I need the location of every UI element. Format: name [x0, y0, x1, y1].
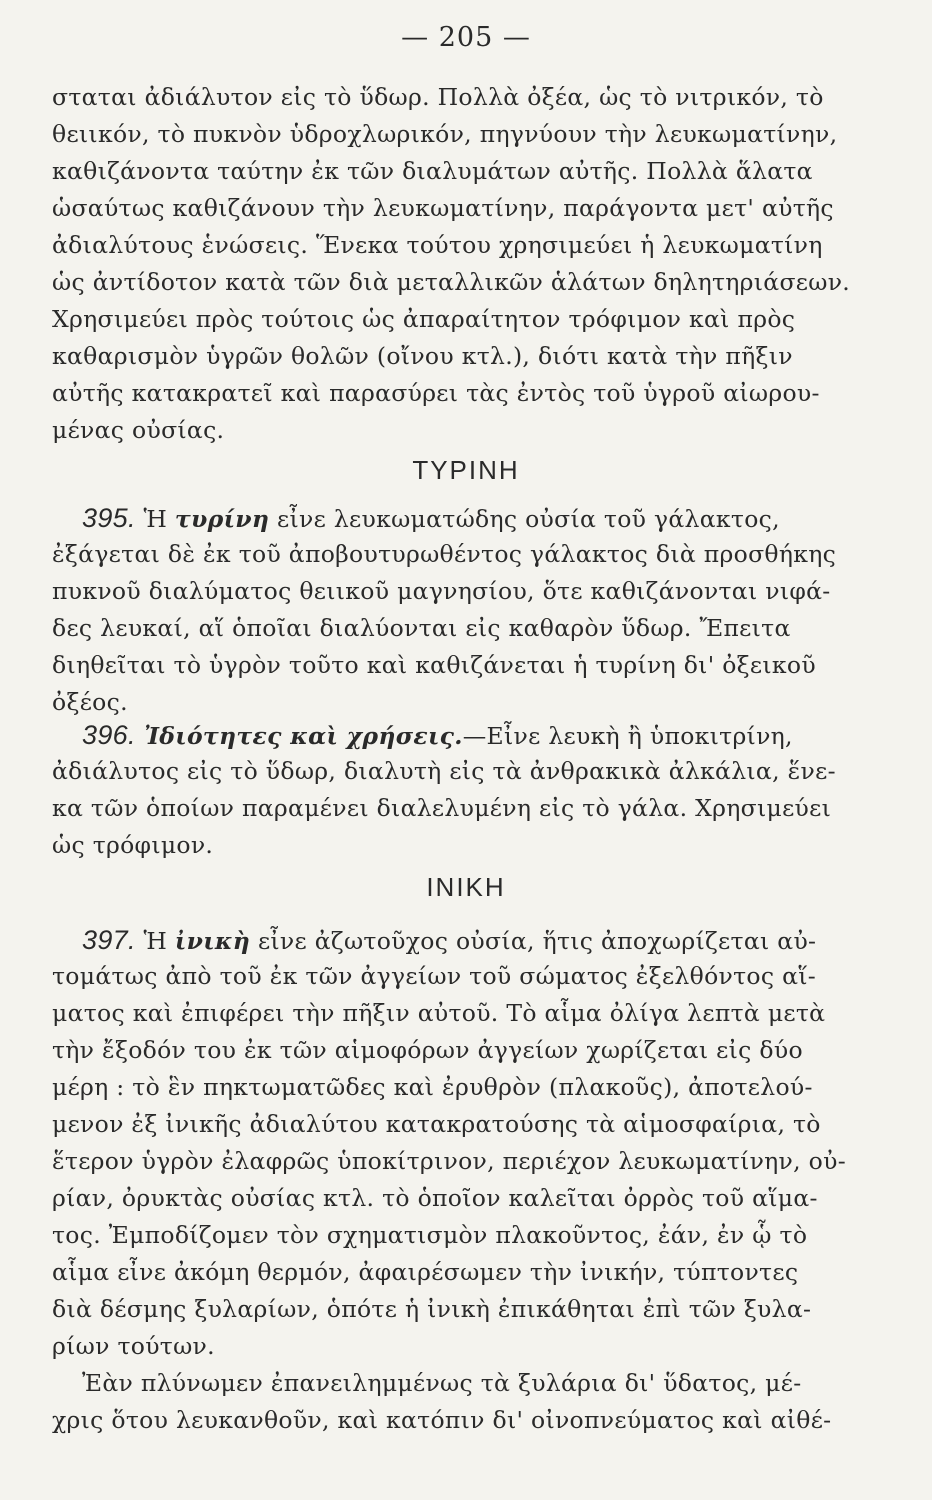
- text-line: ἕτερον ὑγρὸν ἐλαφρῶς ὑποκίτρινον, περιέχον λευκωματίνην, οὐ-: [52, 1147, 846, 1175]
- section-number: 397.: [82, 925, 136, 955]
- section-term: τυρίνη: [174, 505, 270, 533]
- text-line: καθαρισμὸν ὑγρῶν θολῶν (οἴνου κτλ.), διότι κατὰ τὴν πῆξιν: [52, 342, 793, 370]
- section-number: 396.: [82, 720, 136, 750]
- text-line: χρις ὅτου λευκανθοῦν, καὶ κατόπιν δι' οἰνοπνεύματος καὶ αἰθέ-: [52, 1406, 832, 1434]
- text-line: ρίαν, ὀρυκτὰς οὐσίας κτλ. τὸ ὁποῖον καλεῖται ὀρρὸς τοῦ αἵμα-: [52, 1184, 818, 1212]
- section-text: εἶνε ἀζωτοῦχος οὐσία, ἥτις ἀποχωρίζεται αὐ-: [250, 927, 817, 955]
- text-line: διὰ δέσμης ξυλαρίων, ὁπότε ἡ ἰνικὴ ἐπικάθηται ἐπὶ τῶν ξυλα-: [52, 1295, 812, 1323]
- text-line: θειικόν, τὸ πυκνὸν ὑδροχλωρικόν, πηγνύουν τὴν λευκωματίνην,: [52, 120, 838, 148]
- text-line: καθιζάνοντα ταύτην ἐκ τῶν διαλυμάτων αὐτῆς. Πολλὰ ἅλατα: [52, 157, 813, 185]
- section-number: 395.: [82, 503, 136, 533]
- text-line: ματος καὶ ἐπιφέρει τὴν πῆξιν αὐτοῦ. Τὸ αἷμα ὀλίγα λεπτὰ μετὰ: [52, 999, 826, 1027]
- text-line: Ἐὰν πλύνωμεν ἐπανειλημμένως τὰ ξυλάρια δι' ὕδατος, μέ-: [82, 1369, 802, 1397]
- text-line: ἀδιαλύτους ἑνώσεις. Ἕνεκα τούτου χρησιμεύει ἡ λευκωματίνη: [52, 231, 823, 259]
- section-heading-tyrine: ΤΥΡΙΝΗ: [412, 455, 520, 485]
- text-line: ρίων τούτων.: [52, 1332, 215, 1360]
- section-text: —Εἶνε λευκὴ ἢ ὑποκιτρίνη,: [462, 722, 793, 750]
- text-line: μενον ἐξ ἰνικῆς ἀδιαλύτου κατακρατούσης τὰ αἱμοσφαίρια, τὸ: [52, 1110, 821, 1138]
- text-line: ἐξάγεται δὲ ἐκ τοῦ ἀποβουτυρωθέντος γάλακτος διὰ προσθήκης: [52, 540, 837, 568]
- section-text: εἶνε λευκωματώδης οὐσία τοῦ γάλακτος,: [269, 505, 780, 533]
- text-line: μέρη : τὸ ἓν πηκτωματῶδες καὶ ἐρυθρὸν (πλακοῦς), ἀποτελού-: [52, 1073, 813, 1101]
- text-line: τομάτως ἀπὸ τοῦ ἐκ τῶν ἀγγείων τοῦ σώματος ἐξελθόντος αἵ-: [52, 962, 817, 990]
- section-395-first-line: [82, 503, 822, 534]
- text-line: κα τῶν ὁποίων παραμένει διαλελυμένη εἰς τὸ γάλα. Χρησιμεύει: [52, 794, 832, 822]
- text-line: ὀξέος.: [52, 688, 128, 716]
- text-line: μένας οὐσίας.: [52, 416, 225, 444]
- section-396-first-line: [82, 720, 822, 751]
- text-line: αἷμα εἶνε ἀκόμη θερμόν, ἀφαιρέσωμεν τὴν ἰνικήν, τύπτοντες: [52, 1258, 799, 1286]
- text-line: τὴν ἔξοδόν του ἐκ τῶν αἱμοφόρων ἀγγείων χωρίζεται εἰς δύο: [52, 1036, 803, 1064]
- section-term: ἰνικὴ: [174, 927, 251, 955]
- section-heading-inike: ΙΝΙΚΗ: [426, 872, 506, 902]
- text-line: ἀδιάλυτος εἰς τὸ ὕδωρ, διαλυτὴ εἰς τὰ ἀνθρακικὰ ἀλκάλια, ἕνε-: [52, 757, 836, 785]
- text-line: ὡς τρόφιμον.: [52, 831, 214, 859]
- text-line: ὡς ἀντίδοτον κατὰ τῶν διὰ μεταλλικῶν ἁλάτων δηλητηριάσεων.: [52, 268, 851, 296]
- section-397-first-line: [82, 925, 822, 956]
- text-line: αὐτῆς κατακρατεῖ καὶ παρασύρει τὰς ἐντὸς τοῦ ὑγροῦ αἰωρου-: [52, 379, 820, 407]
- text-line: διηθεῖται τὸ ὑγρὸν τοῦτο καὶ καθιζάνεται ἡ τυρίνη δι' ὀξεικοῦ: [52, 651, 816, 679]
- text-line: σταται ἀδιάλυτον εἰς τὸ ὕδωρ. Πολλὰ ὀξέα, ὡς τὸ νιτρικόν, τὸ: [52, 83, 824, 111]
- text-line: ὡσαύτως καθιζάνουν τὴν λευκωματίνην, παράγοντα μετ' αὐτῆς: [52, 194, 834, 222]
- page-number: — 205 —: [401, 22, 531, 53]
- section-term: Ἰδιότητες καὶ χρήσεις.: [135, 722, 463, 750]
- section-lead: Ἡ: [135, 927, 175, 955]
- text-line: δες λευκαί, αἵ ὁποῖαι διαλύονται εἰς καθαρὸν ὕδωρ. Ἔπειτα: [52, 614, 791, 642]
- text-line: Χρησιμεύει πρὸς τούτοις ὡς ἀπαραίτητον τρόφιμον καὶ πρὸς: [52, 305, 796, 333]
- section-lead: Ἡ: [135, 505, 175, 533]
- text-line: πυκνοῦ διαλύματος θειικοῦ μαγνησίου, ὅτε καθιζάνονται νιφά-: [52, 577, 831, 605]
- text-line: τος. Ἐμποδίζομεν τὸν σχηματισμὸν πλακοῦντος, ἐάν, ἐν ᾧ τὸ: [52, 1221, 808, 1249]
